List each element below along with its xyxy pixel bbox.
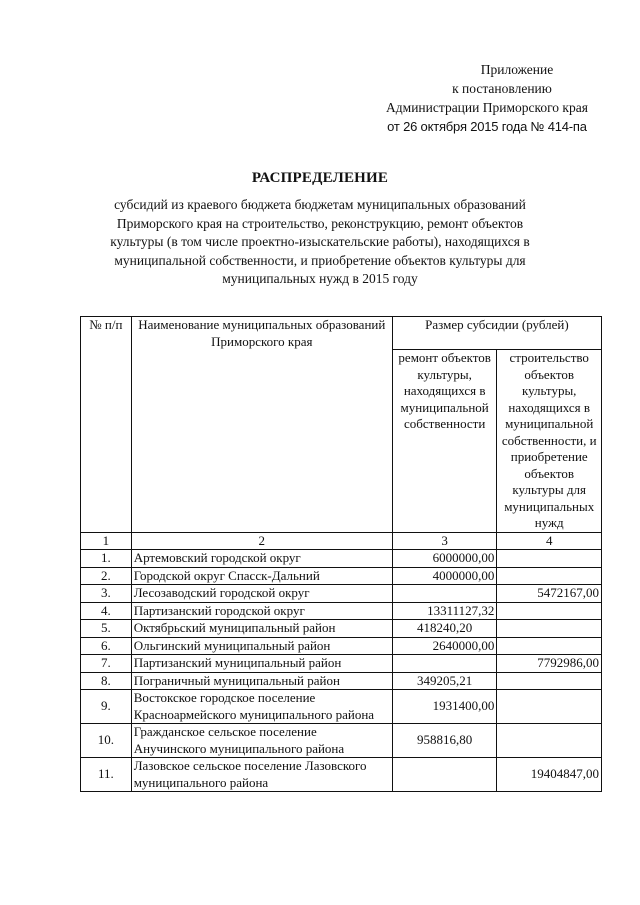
row-repair: [392, 655, 497, 673]
header-repair: ремонт объектов культуры, находящихся в муниципальной собственности: [392, 350, 497, 533]
row-repair: 1931400,00: [392, 690, 497, 724]
appendix-line: Приложение: [480, 62, 554, 77]
header-size: Размер субсидии (рублей): [392, 317, 601, 350]
row-construction: 7792986,00: [497, 655, 602, 673]
table-header-row: [81, 317, 602, 350]
row-num: 2.: [81, 567, 132, 585]
row-construction: [497, 724, 602, 758]
row-repair: 13311127,32: [392, 602, 497, 620]
row-num: 1.: [81, 550, 132, 568]
row-name: Лазовское сельское поселение Лазовского муниципального района: [131, 758, 392, 792]
document-title: РАСПРЕДЕЛЕНИЕ: [251, 170, 389, 186]
table-row: [81, 602, 602, 620]
appendix-line: Администрации Приморского края: [386, 100, 588, 115]
row-repair: [392, 758, 497, 792]
table-row: [81, 567, 602, 585]
row-construction: [497, 672, 602, 690]
header-construction: строительство объектов культуры, находящихся в муниципальной собственности, и приобретение объектов культуры для муниципальных нужд: [497, 350, 602, 533]
row-name: Октябрьский муниципальный район: [131, 620, 392, 638]
row-num: 8.: [81, 672, 132, 690]
row-repair: 349205,21: [392, 672, 497, 690]
appendix-line: к постановлению: [452, 81, 552, 96]
index-cell: 1: [81, 532, 132, 550]
row-repair: [392, 585, 497, 603]
table-row: [81, 724, 602, 758]
table-index-row: [81, 532, 602, 550]
row-name: Городской округ Спасск-Дальний: [131, 567, 392, 585]
header-name: Наименование муниципальных образований Приморского края: [131, 317, 392, 533]
row-construction: [497, 620, 602, 638]
appendix-date-line: от 26 октября 2015 года № 414-па: [387, 119, 587, 134]
row-num: 6.: [81, 637, 132, 655]
row-num: 5.: [81, 620, 132, 638]
row-construction: 19404847,00: [497, 758, 602, 792]
row-name: Партизанский муниципальный район: [131, 655, 392, 673]
row-construction: 5472167,00: [497, 585, 602, 603]
row-repair: 2640000,00: [392, 637, 497, 655]
row-name: Пограничный муниципальный район: [131, 672, 392, 690]
appendix-block: [372, 60, 602, 136]
row-name: Партизанский городской округ: [131, 602, 392, 620]
row-name: Востокское городское поселение Красноармейского муниципального района: [131, 690, 392, 724]
row-name: Ольгинский муниципальный район: [131, 637, 392, 655]
row-construction: [497, 602, 602, 620]
header-num: № п/п: [81, 317, 132, 533]
row-num: 7.: [81, 655, 132, 673]
row-num: 4.: [81, 602, 132, 620]
table-row: [81, 637, 602, 655]
row-repair: 4000000,00: [392, 567, 497, 585]
index-cell: 2: [131, 532, 392, 550]
index-cell: 3: [392, 532, 497, 550]
table-row: [81, 758, 602, 792]
subsidy-table: [80, 316, 602, 792]
row-construction: [497, 690, 602, 724]
table-row: [81, 690, 602, 724]
row-repair: 6000000,00: [392, 550, 497, 568]
row-repair: 418240,20: [392, 620, 497, 638]
table-row: [81, 672, 602, 690]
index-cell: 4: [497, 532, 602, 550]
table-row: [81, 620, 602, 638]
row-num: 9.: [81, 690, 132, 724]
row-num: 3.: [81, 585, 132, 603]
table-row: [81, 655, 602, 673]
table-row: [81, 550, 602, 568]
row-construction: [497, 567, 602, 585]
row-construction: [497, 637, 602, 655]
row-num: 11.: [81, 758, 132, 792]
row-name: Лесозаводский городской округ: [131, 585, 392, 603]
row-repair: 958816,80: [392, 724, 497, 758]
document-subtitle: субсидий из краевого бюджета бюджетам муниципальных образований Приморского края на строительство, реконструкцию, ремонт объектов культуры (в том числе проектно-изыскательские работы), находящихся в муниципальной собственности, и приобретение объектов культуры для муниципальных нужд в 2015 году: [110, 197, 530, 286]
row-name: Артемовский городской округ: [131, 550, 392, 568]
table-row: [81, 585, 602, 603]
row-num: 10.: [81, 724, 132, 758]
row-construction: [497, 550, 602, 568]
row-name: Гражданское сельское поселение Анучинского муниципального района: [131, 724, 392, 758]
